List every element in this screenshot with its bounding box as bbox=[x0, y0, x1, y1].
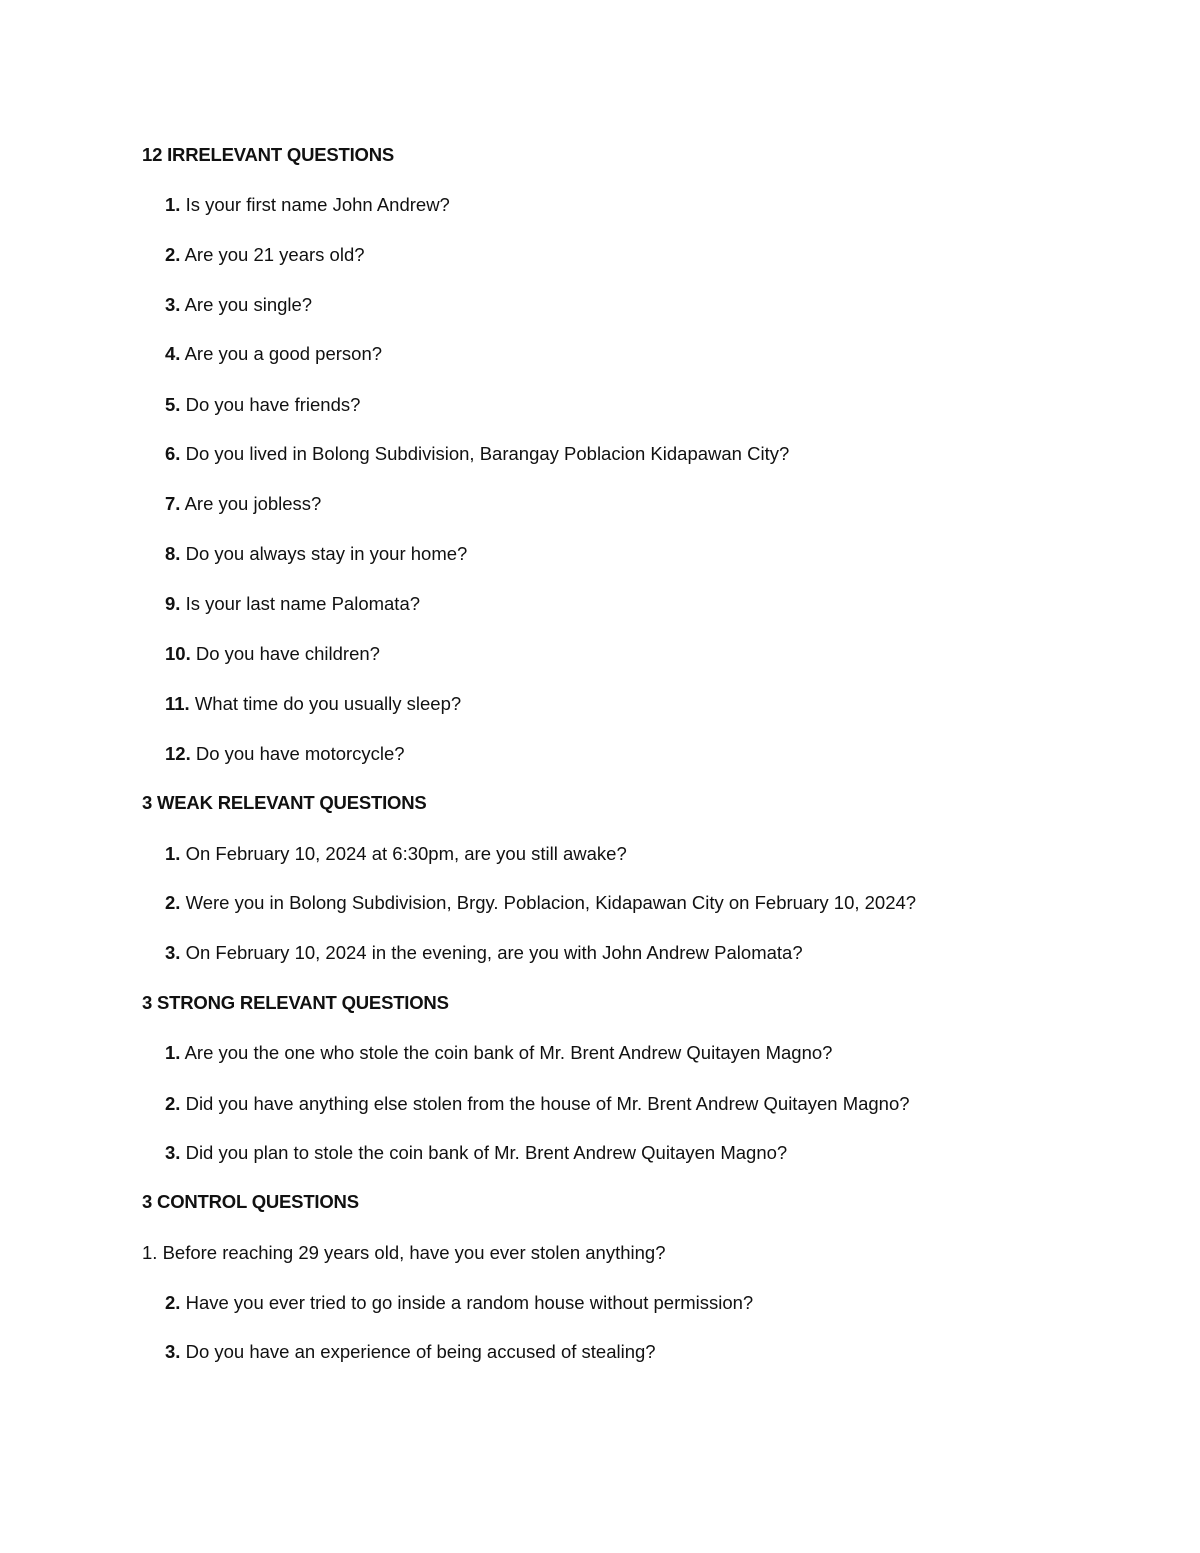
list-item bbox=[165, 691, 461, 717]
item-text: On February 10, 2024 in the evening, are you with John Andrew Palomata? bbox=[185, 942, 803, 963]
item-text: Do you have motorcycle? bbox=[195, 743, 405, 764]
section-heading-weak-relevant: 3 WEAK RELEVANT QUESTIONS bbox=[142, 792, 427, 813]
item-number: 7. bbox=[165, 493, 181, 514]
item-number: 2. bbox=[165, 892, 181, 913]
item-number: 3. bbox=[165, 1341, 181, 1362]
item-number: 6. bbox=[165, 443, 181, 464]
item-text: What time do you usually sleep? bbox=[194, 693, 462, 714]
list-item bbox=[165, 541, 467, 567]
item-text: Are you 21 years old? bbox=[184, 244, 365, 265]
item-number: 1. bbox=[165, 194, 181, 215]
list-item bbox=[165, 940, 803, 966]
list-item bbox=[165, 1339, 656, 1365]
list-item bbox=[165, 890, 916, 916]
item-text: Do you lived in Bolong Subdivision, Barangay Poblacion Kidapawan City? bbox=[185, 443, 790, 464]
list-item bbox=[165, 392, 360, 418]
item-text: Are you single? bbox=[184, 294, 313, 315]
list-item bbox=[165, 841, 627, 867]
item-text: Is your first name John Andrew? bbox=[185, 194, 450, 215]
item-text: Did you plan to stole the coin bank of Mr. Brent Andrew Quitayen Magno? bbox=[185, 1142, 788, 1163]
item-number: 3. bbox=[165, 294, 181, 315]
item-number: 3. bbox=[165, 942, 181, 963]
item-number: 9. bbox=[165, 593, 181, 614]
item-text: Do you have children? bbox=[195, 643, 380, 664]
item-number: 12. bbox=[165, 743, 191, 764]
list-item bbox=[165, 641, 380, 667]
list-item bbox=[165, 192, 450, 218]
list-item bbox=[165, 491, 321, 517]
section-heading-control: 3 CONTROL QUESTIONS bbox=[142, 1191, 359, 1212]
item-number: 4. bbox=[165, 343, 181, 364]
list-item bbox=[165, 1040, 832, 1066]
item-text: Were you in Bolong Subdivision, Brgy. Poblacion, Kidapawan City on February 10, 2024? bbox=[185, 892, 917, 913]
list-item bbox=[165, 441, 789, 467]
section-heading-strong-relevant: 3 STRONG RELEVANT QUESTIONS bbox=[142, 992, 449, 1013]
list-item bbox=[165, 1290, 753, 1316]
item-text: Are you a good person? bbox=[184, 343, 383, 364]
list-item bbox=[165, 242, 365, 268]
item-number: 2. bbox=[165, 1292, 181, 1313]
list-item bbox=[165, 741, 405, 767]
item-text: Before reaching 29 years old, have you ever stolen anything? bbox=[162, 1242, 666, 1263]
item-text: On February 10, 2024 at 6:30pm, are you still awake? bbox=[185, 843, 627, 864]
item-number: 2. bbox=[165, 1093, 181, 1114]
list-item bbox=[142, 1240, 665, 1266]
list-item bbox=[165, 341, 382, 367]
item-text: Have you ever tried to go inside a random house without permission? bbox=[185, 1292, 754, 1313]
item-number: 8. bbox=[165, 543, 181, 564]
item-number: 5. bbox=[165, 394, 181, 415]
item-number: 1. bbox=[142, 1242, 158, 1263]
item-text: Do you always stay in your home? bbox=[185, 543, 468, 564]
item-number: 1. bbox=[165, 843, 181, 864]
item-text: Are you jobless? bbox=[184, 493, 322, 514]
item-text: Are you the one who stole the coin bank of Mr. Brent Andrew Quitayen Magno? bbox=[184, 1042, 833, 1063]
item-text: Is your last name Palomata? bbox=[185, 593, 421, 614]
item-number: 2. bbox=[165, 244, 181, 265]
item-number: 11. bbox=[165, 693, 190, 714]
item-text: Do you have an experience of being accused of stealing? bbox=[185, 1341, 656, 1362]
list-item bbox=[165, 1140, 787, 1166]
item-number: 10. bbox=[165, 643, 191, 664]
item-number: 1. bbox=[165, 1042, 181, 1063]
item-text: Did you have anything else stolen from the house of Mr. Brent Andrew Quitayen Magno? bbox=[185, 1093, 910, 1114]
item-number: 3. bbox=[165, 1142, 181, 1163]
list-item bbox=[165, 1091, 910, 1117]
list-item bbox=[165, 591, 420, 617]
list-item bbox=[165, 292, 312, 318]
section-heading-irrelevant: 12 IRRELEVANT QUESTIONS bbox=[142, 144, 395, 165]
item-text: Do you have friends? bbox=[185, 394, 361, 415]
